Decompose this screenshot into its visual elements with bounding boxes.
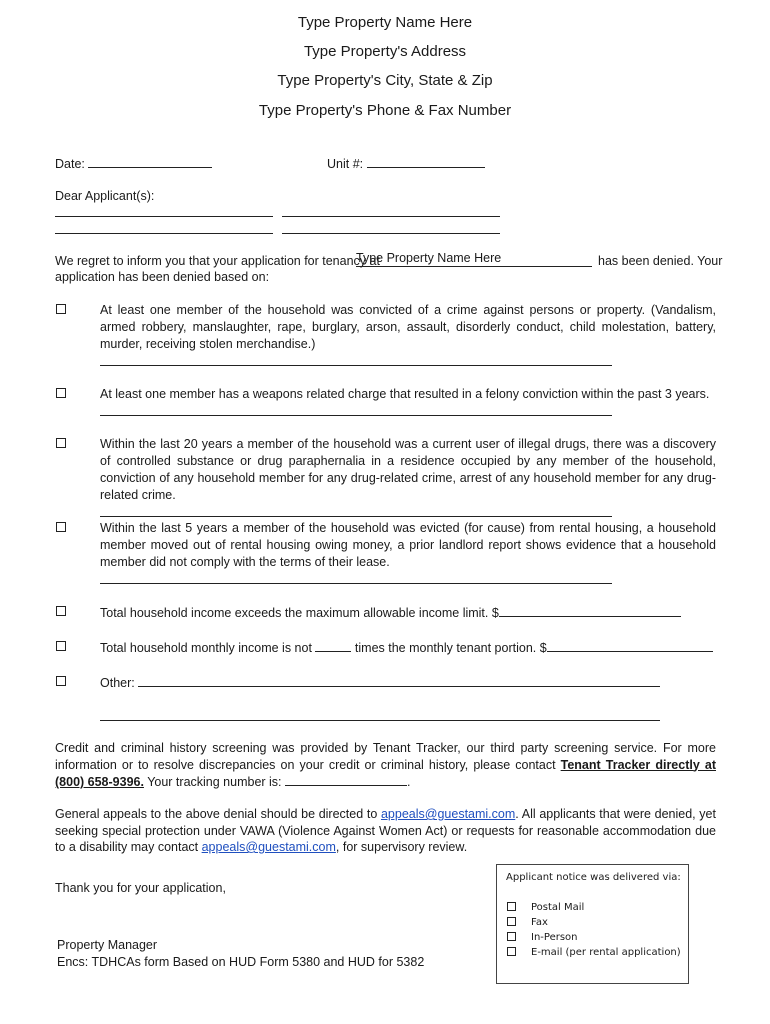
checkbox[interactable]	[507, 932, 516, 941]
notice-option-label: E-mail (per rental application)	[531, 947, 681, 958]
reason-text: times the monthly tenant portion. $	[354, 641, 547, 655]
notice-option-label: Postal Mail	[531, 902, 585, 913]
checkbox[interactable]	[56, 388, 66, 398]
delivery-notice-box	[496, 864, 689, 984]
unit-label: Unit #:	[327, 157, 364, 171]
property-name-field[interactable]: Type Property Name Here	[356, 252, 592, 267]
applicant-name-line[interactable]	[55, 216, 273, 217]
screening-paragraph	[55, 740, 716, 791]
property-name-header: Type Property Name Here	[297, 14, 473, 31]
intro-text-denied: has been denied. Your	[598, 254, 723, 268]
notice-option-label: Fax	[531, 917, 548, 928]
unit-row	[327, 155, 485, 173]
appeals-text: General appeals to the above denial should be directed to	[55, 807, 378, 821]
reason-detail-line[interactable]	[100, 415, 612, 416]
salutation: Dear Applicant(s):	[55, 189, 155, 203]
property-phone-header: Type Property's Phone & Fax Number	[258, 102, 512, 119]
notice-option[interactable]	[507, 901, 584, 914]
reason-text: At least one member has a weapons related charge that resulted in a felony conviction within the past 3 years.	[100, 387, 710, 401]
tenant-portion-field[interactable]	[547, 639, 713, 652]
tracking-number-field[interactable]	[285, 773, 407, 786]
notice-option[interactable]	[507, 916, 548, 929]
date-row	[55, 155, 212, 173]
reason-detail-line[interactable]	[100, 516, 612, 517]
notice-option[interactable]	[507, 946, 681, 959]
enclosures: Encs: TDHCAs form Based on HUD Form 5380 and HUD for 5382	[57, 955, 425, 969]
reason-drugs	[100, 436, 716, 517]
tracking-label: Your tracking number is:	[147, 775, 282, 789]
screening-text: Credit and criminal history screening was provided by Tenant Tracker, our third party screening service. For more information or to resolve discrepancies on your credit or criminal history, please contact	[55, 741, 716, 772]
reason-criminal	[100, 302, 716, 366]
reason-eviction	[100, 520, 716, 584]
unit-field[interactable]	[367, 155, 485, 168]
checkbox[interactable]	[56, 438, 66, 448]
checkbox[interactable]	[56, 304, 66, 314]
notice-option[interactable]	[507, 931, 578, 944]
appeals-email-link[interactable]: appeals@guestami.com	[380, 807, 516, 821]
income-multiplier-field[interactable]	[315, 639, 351, 652]
tenant-tracker-contact: Tenant Tracker directly at (800) 658-9396.	[55, 757, 716, 789]
other-label: Other:	[100, 676, 135, 690]
notice-option-label: In-Person	[531, 932, 578, 943]
signature-title: Property Manager	[57, 938, 158, 952]
checkbox[interactable]	[507, 917, 516, 926]
reason-detail-line[interactable]	[100, 583, 612, 584]
reason-detail-line[interactable]	[100, 365, 612, 366]
checkbox[interactable]	[507, 947, 516, 956]
reason-text: Within the last 20 years a member of the household was a current user of illegal drugs, there was a discovery of controlled substance or drug paraphernalia in a residence occupied by any member of the household, conviction of any household member for any drug-related crime, arrest of any household member for any drug-related crime.	[100, 437, 716, 502]
date-field[interactable]	[88, 155, 212, 168]
reason-text: Total household income exceeds the maximum allowable income limit. $	[100, 606, 499, 620]
property-address-header: Type Property's Address	[303, 43, 467, 60]
checkbox[interactable]	[56, 522, 66, 532]
reason-weapons	[100, 386, 716, 416]
other-detail-line[interactable]	[100, 720, 660, 721]
appeals-email-link[interactable]: appeals@guestami.com	[201, 840, 336, 854]
reason-text: At least one member of the household was convicted of a crime against persons or property. (Vandalism, armed robbery, manslaughter, rape, burglary, arson, assault, disorderly conduct, child molestation, battery, murder, receiving stolen merchandise.)	[100, 303, 716, 351]
applicant-name-line[interactable]	[282, 216, 500, 217]
checkbox[interactable]	[56, 606, 66, 616]
appeals-text: . All applicants that were denied, yet seeking special protection under VAWA (Violence Against Women Act) or requests for reasonable accommodation due to a disability may contact	[55, 807, 716, 854]
applicant-name-line[interactable]	[282, 233, 500, 234]
checkbox[interactable]	[56, 676, 66, 686]
notice-title: Applicant notice was delivered via:	[506, 872, 681, 883]
intro-text-line2: application has been denied based on:	[55, 270, 270, 284]
property-city-header: Type Property's City, State & Zip	[277, 72, 493, 89]
applicant-name-line[interactable]	[55, 233, 273, 234]
intro-text: We regret to inform you that your application for tenancy at	[55, 254, 380, 268]
checkbox[interactable]	[56, 641, 66, 651]
reason-text: Within the last 5 years a member of the household was evicted (for cause) from rental housing, a household member moved out of rental housing owing money, a prior landlord report shows evidence that a household member did not comply with the terms of their lease.	[100, 521, 716, 569]
reason-income-max	[100, 604, 681, 622]
reason-income-monthly	[100, 639, 713, 657]
reason-text: Total household monthly income is not	[100, 641, 312, 655]
appeals-text: , for supervisory review.	[335, 840, 468, 854]
other-field[interactable]	[138, 674, 660, 687]
closing-thanks: Thank you for your application,	[55, 881, 226, 895]
date-label: Date:	[55, 157, 85, 171]
income-max-field[interactable]	[499, 604, 681, 617]
reason-other	[100, 674, 660, 692]
appeals-paragraph	[55, 806, 716, 856]
checkbox[interactable]	[507, 902, 516, 911]
screening-end: .	[407, 775, 411, 789]
